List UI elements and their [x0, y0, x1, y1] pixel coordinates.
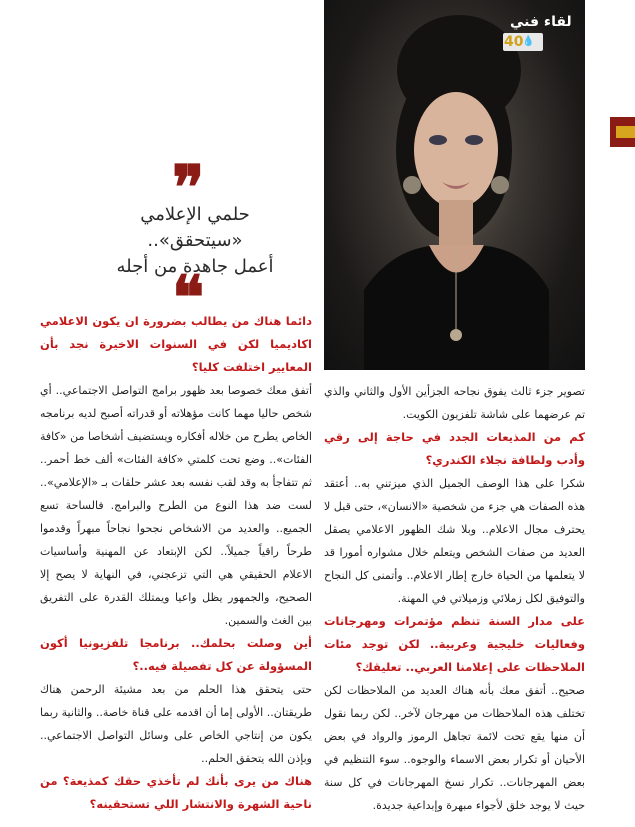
- magazine-logo-icon: 💧: [522, 36, 535, 47]
- left-column: [40, 310, 312, 816]
- portrait-illustration: [324, 0, 585, 370]
- corner-tab-icon: [610, 117, 635, 147]
- answer: صحيح.. أتفق معك بأنه هناك العديد من الملاحظات لكن تختلف هذه الملاحظات من مهرجان لآخر.. لكن ربما نقول أن منها يقع تحت لائمة تجاهل الرموز والرواد في بعض الأحيان أو تكرار بعض الاسماء والوجوه.. سوء التنظيم في بعض المهرجانات.. تكرار نسخ المهرجانات في كل سنة حيث لا يوجد خلق لأجواء مبهرة وإبداعية جديدة.: [324, 684, 585, 812]
- question: على مدار السنة تنظم مؤتمرات ومهرجانات وفعاليات خليجية وعربية.. لكن توجد مئات الملاحظات على إعلامنا العربي.. تعليقك؟: [324, 614, 585, 674]
- question: كم من المذيعات الجدد في حاجة إلى رقي وأدب ولطافة نجلاء الكندري؟: [324, 430, 585, 467]
- question: هناك من يرى بأنك لم تأخذي حقك كمذيعة؟ من ناحية الشهرة والانتشار اللي تستحقينه؟: [40, 774, 312, 811]
- portrait-photo: [324, 0, 585, 370]
- answer: شكرا على هذا الوصف الجميل الذي ميزتني به.. أعتقد هذه الصفات هي جزء من شخصية «الانسان»، حتى قبل لا يحترف مجال الاعلام.. وبلا شك الظهور الاعلامي يصقل العديد من صفات الشخص ويتعلم خلال مشواره أمورا قد لا يتعلمها من الحياة خارج إطار الاعلام.. وأتمنى كل النجاح والتوفيق لكل زملائي وزميلاتي في المهنة.: [324, 477, 585, 605]
- right-column: [324, 380, 585, 817]
- paragraph: تصوير جزء ثالث يفوق نجاحه الجزأين الأول والثاني والذي تم عرضهما على شاشة تلفزيون الكويت.: [324, 385, 585, 421]
- section-label: لقاء فني: [510, 14, 572, 30]
- question: أين وصلت بحلمك.. برنامجا تلفزيونيا أكون المسؤولة عن كل تفصيلة فيه..؟: [40, 636, 312, 673]
- question: دائما هناك من يطالب بضرورة ان يكون الاعلامي اكاديميا لكن في السنوات الاخيرة نجد بأن المعايير اختلفت كليا؟: [40, 314, 312, 374]
- headline-line-1: حلمي الإعلامي «سيتحقق»..: [140, 204, 250, 251]
- headline-line-2: أعمل جاهدة من أجله: [116, 256, 274, 277]
- page-number: 40: [504, 34, 524, 50]
- quote-open-icon: ❞: [172, 153, 205, 223]
- answer: حتى يتحقق هذا الحلم من بعد مشيئة الرحمن هناك طريقتان.. الأولى إما أن اقدمه على قناة خاصة.. والثانية ربما يكون من إنتاجي الخاص على وسائل التواصل الاجتماعي.. وبإذن الله يتحقق الحلم..: [40, 683, 312, 765]
- answer: أتفق معك خصوصا بعد ظهور برامج التواصل الاجتماعي.. أي شخص حاليا مهما كانت مؤهلاته أو قدراته أصبح لديه برنامجه الخاص يطرح من خلاله أفكاره ويستضيف أشخاصا من «كافة الفئات».. وضع تحت كلمتي «كافة الفئات» ألف خط أحمر.. ثم تتفاجأ به وقد لقب نفسه بعد عشر حلقات بـ «الإعلامي».. لست ضد هذا النوع من الطرح والبرامج. فالساحة تسع الجميع.. والعديد من الاشخاص نجحوا نجاحاً مبهراً وقدموا طرحاً راقياً جميلاً.. لكن الإبتعاد عن المهنية وأساسيات الاعلام الحقيقي هي التي تزعجني، في النهاية لا يصح إلا الصحيح، والجمهور يظل واعيا ويمتلك القدرة على التفريق بين الغث والسمين.: [40, 384, 312, 627]
- quote-close-icon: ❝: [172, 263, 205, 333]
